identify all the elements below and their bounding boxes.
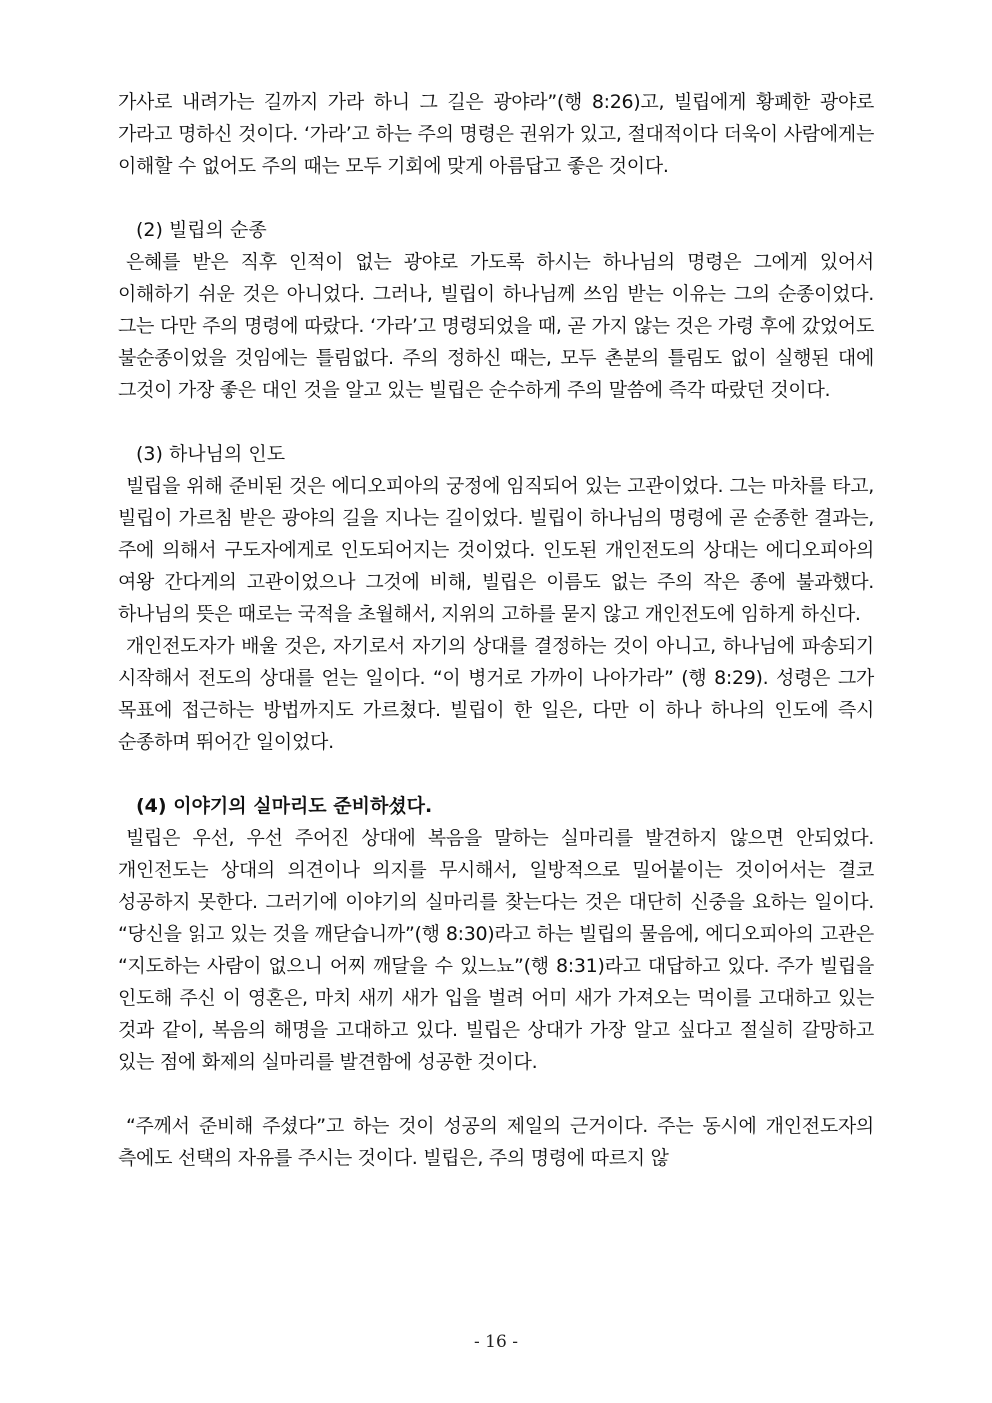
paragraph-intro: 가사로 내려가는 길까지 가라 하니 그 길은 광야라”(행 8:26)고, 빌립에게 황폐한 광야로 가라고 명하신 것이다. ‘가라’고 하는 주의 명령은 권위가 있고, 절대적이다 더욱이 사람에게는 이해할 수 없어도 주의 때는 모두 기회에 맞게 아름답고 좋은 것이다. bbox=[118, 91, 874, 177]
spacer bbox=[118, 758, 874, 790]
spacer bbox=[118, 406, 874, 438]
section-heading-3: (3) 하나님의 인도 bbox=[136, 443, 286, 465]
paragraph-closing: “주께서 준비해 주셨다”고 하는 것이 성공의 제일의 근거이다. 주는 동시에 개인전도자의 측에도 선택의 자유를 주시는 것이다. 빌립은, 주의 명령에 따르지 않 bbox=[118, 1115, 874, 1169]
page-body bbox=[118, 86, 874, 1174]
paragraph-section-3a: 빌립을 위해 준비된 것은 에디오피아의 궁정에 임직되어 있는 고관이었다. 그는 마차를 타고, 빌립이 가르침 받은 광야의 길을 지나는 길이었다. 빌립이 하나님의 명령에 곧 순종한 결과는, 주에 의해서 구도자에게로 인도되어지는 것이었다. 인도된 개인전도의 상대는 에디오피아의 여왕 간다게의 고관이었으나 그것에 비해, 빌립은 이름도 없는 주의 작은 종에 불과했다. 하나님의 뜻은 때로는 국적을 초월해서, 지위의 고하를 묻지 않고 개인전도에 임하게 하신다. bbox=[118, 475, 874, 625]
section-heading-2: (2) 빌립의 순종 bbox=[136, 219, 267, 241]
paragraph-section-4: 빌립은 우선, 우선 주어진 상대에 복음을 말하는 실마리를 발견하지 않으면 안되었다. 개인전도는 상대의 의견이나 의지를 무시해서, 일방적으로 밀어붙이는 것이어서는 결코 성공하지 못한다. 그러기에 이야기의 실마리를 찾는다는 것은 대단히 신중을 요하는 일이다. “당신을 읽고 있는 것을 깨닫습니까”(행 8:30)라고 하는 빌립의 물음에, 에디오피아의 고관은 “지도하는 사람이 없으니 어찌 깨달을 수 있느뇨”(행 8:31)라고 대답하고 있다. 주가 빌립을 인도해 주신 이 영혼은, 마치 새끼 새가 입을 벌려 어미 새가 가져오는 먹이를 고대하고 있는 것과 같이, 복음의 해명을 고대하고 있다. 빌립은 상대가 가장 알고 싶다고 절실히 갈망하고 있는 점에 화제의 실마리를 발견함에 성공한 것이다. bbox=[118, 827, 874, 1073]
paragraph-section-3b: 개인전도자가 배울 것은, 자기로서 자기의 상대를 결정하는 것이 아니고, 하나님에 파송되기 시작해서 전도의 상대를 얻는 일이다. “이 병거로 가까이 나아가라” (행 8:29). 성령은 그가 목표에 접근하는 방법까지도 가르쳤다. 빌립이 한 일은, 다만 이 하나 하나의 인도에 즉시 순종하며 뛰어간 일이었다. bbox=[118, 635, 874, 753]
spacer bbox=[118, 182, 874, 214]
paragraph-section-2: 은혜를 받은 직후 인적이 없는 광야로 가도록 하시는 하나님의 명령은 그에게 있어서 이해하기 쉬운 것은 아니었다. 그러나, 빌립이 하나님께 쓰임 받는 이유는 그의 순종이었다. 그는 다만 주의 명령에 따랐다. ‘가라’고 명령되었을 때, 곧 가지 않는 것은 가령 후에 갔었어도 불순종이었을 것임에는 틀림없다. 주의 정하신 때는, 모두 촌분의 틀림도 없이 실행된 대에 그것이 가장 좋은 대인 것을 알고 있는 빌립은 순수하게 주의 말씀에 즉각 따랐던 것이다. bbox=[118, 251, 874, 401]
page-number: - 16 - bbox=[474, 1332, 518, 1352]
section-heading-4: (4) 이야기의 실마리도 준비하셨다. bbox=[136, 795, 433, 817]
spacer bbox=[118, 1078, 874, 1110]
